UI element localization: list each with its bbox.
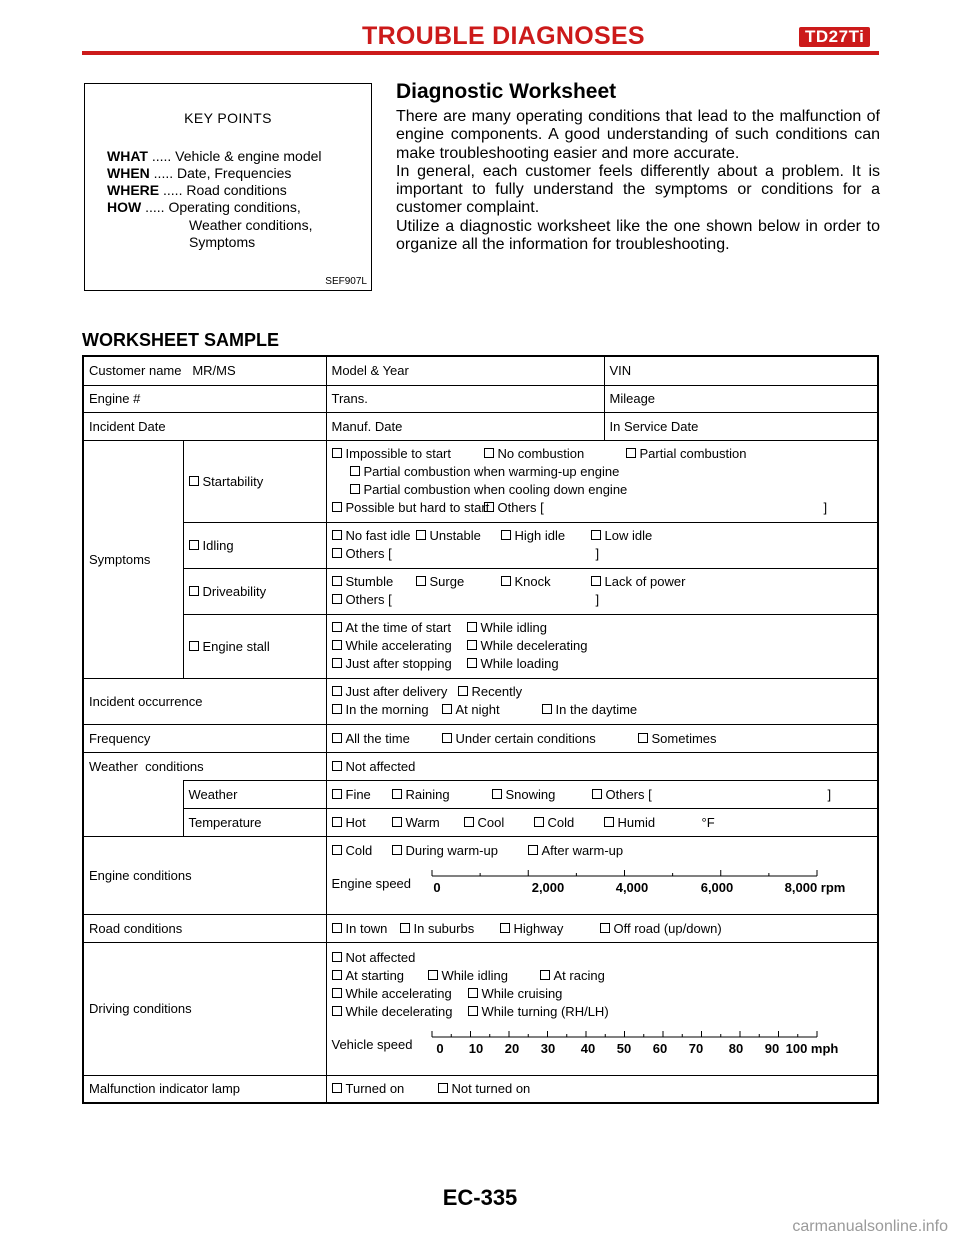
option-label: Just after stopping bbox=[345, 656, 452, 671]
ruler-tick-label: 6,000 bbox=[700, 880, 733, 895]
table-row bbox=[83, 356, 878, 385]
checkbox[interactable] bbox=[484, 448, 494, 458]
option-label: In town bbox=[345, 920, 388, 936]
checkbox[interactable] bbox=[332, 817, 342, 827]
checkbox[interactable] bbox=[332, 502, 342, 512]
frequency-options bbox=[326, 724, 878, 752]
option-label: While decelerating bbox=[345, 1003, 453, 1019]
ruler-tick-label: 30 bbox=[540, 1040, 555, 1056]
checkbox[interactable] bbox=[591, 530, 601, 540]
table-row bbox=[83, 836, 878, 914]
frequency-label: Frequency bbox=[83, 724, 326, 752]
startability-cell bbox=[183, 440, 326, 522]
checkbox[interactable] bbox=[542, 704, 552, 714]
option-label: All the time bbox=[345, 730, 410, 746]
figure-code: SEF907L bbox=[325, 276, 367, 287]
table-row bbox=[83, 780, 878, 808]
option-label: Possible but hard to start bbox=[345, 500, 490, 515]
checkbox[interactable] bbox=[332, 548, 342, 558]
road-conditions-options bbox=[326, 914, 878, 942]
option-label: In the morning bbox=[345, 702, 429, 717]
weather-conditions-label: Weather conditions bbox=[83, 752, 326, 780]
engine-conditions-label: Engine conditions bbox=[83, 836, 326, 914]
checkbox[interactable] bbox=[332, 845, 342, 855]
option-label: Others [ bbox=[497, 500, 544, 515]
key-point-when bbox=[107, 165, 291, 181]
option-label: At the time of start bbox=[345, 620, 451, 635]
option-label: Others [ bbox=[605, 786, 652, 802]
engine-stall-options bbox=[326, 614, 878, 678]
intro-paragraph: In general, each customer feels differently about a problem. It is important to fully understand the symptoms or conditions for a customer complaint. bbox=[396, 162, 880, 217]
option-label: While idling bbox=[441, 967, 508, 983]
table-row bbox=[83, 752, 878, 780]
key-point-desc: ..... Road conditions bbox=[163, 182, 287, 198]
blank-cell bbox=[83, 808, 183, 836]
checkbox[interactable] bbox=[416, 576, 426, 586]
option-label: Not turned on bbox=[451, 1081, 531, 1097]
option-label: Turned on bbox=[345, 1081, 405, 1097]
key-point-desc: ..... Operating conditions, bbox=[145, 199, 301, 215]
ruler-tick-label: 4,000 bbox=[615, 880, 648, 895]
option-label: While accelerating bbox=[345, 985, 452, 1001]
temperature-options bbox=[326, 808, 878, 836]
option-label: Off road (up/down) bbox=[613, 920, 722, 936]
driveability-options bbox=[326, 568, 878, 614]
table-row bbox=[83, 440, 878, 522]
ruler-tick-label: 60 bbox=[652, 1040, 667, 1056]
option-label: Surge bbox=[429, 574, 465, 589]
checkbox[interactable] bbox=[528, 845, 538, 855]
table-row bbox=[83, 942, 878, 1075]
checkbox[interactable] bbox=[467, 658, 477, 668]
engine-speed-label: Engine speed bbox=[331, 876, 412, 891]
header-rule bbox=[82, 51, 879, 55]
option-label: Cool bbox=[477, 814, 505, 830]
checkbox[interactable] bbox=[350, 484, 360, 494]
ruler-tick-label: 80 bbox=[728, 1040, 743, 1056]
checkbox[interactable] bbox=[332, 658, 342, 668]
checkbox[interactable] bbox=[638, 733, 648, 743]
ruler-tick-label: 40 bbox=[580, 1040, 595, 1056]
option-label: In the daytime bbox=[555, 702, 638, 717]
option-label: Lack of power bbox=[604, 574, 686, 589]
key-point-continuation: Symptoms bbox=[189, 234, 256, 250]
driveability-cell bbox=[183, 568, 326, 614]
checkbox[interactable] bbox=[540, 970, 550, 980]
option-label: Not affected bbox=[345, 949, 416, 965]
option-label: While accelerating bbox=[345, 638, 452, 653]
option-label: Fine bbox=[345, 786, 371, 802]
option-label: Warm bbox=[405, 814, 440, 830]
key-point-what bbox=[107, 148, 322, 164]
option-label: Not affected bbox=[345, 758, 416, 774]
ruler-tick-label: 70 bbox=[688, 1040, 703, 1056]
checkbox[interactable] bbox=[350, 466, 360, 476]
checkbox[interactable] bbox=[492, 789, 502, 799]
checkbox[interactable] bbox=[591, 576, 601, 586]
option-label: Driveability bbox=[202, 583, 267, 599]
option-label: Idling bbox=[202, 537, 234, 553]
checkbox[interactable] bbox=[458, 686, 468, 696]
temperature-unit: °F bbox=[701, 814, 715, 830]
option-label: Partial combustion when warming-up engine bbox=[363, 464, 620, 479]
checkbox[interactable] bbox=[392, 789, 402, 799]
ruler-tick-label: 0 bbox=[432, 880, 441, 895]
key-point-term: HOW bbox=[107, 199, 142, 215]
ruler-tick-label: 50 bbox=[616, 1040, 631, 1056]
option-label: After warm-up bbox=[541, 843, 624, 858]
option-label: Just after delivery bbox=[345, 684, 448, 699]
checkbox[interactable] bbox=[501, 576, 511, 586]
checkbox[interactable] bbox=[332, 594, 342, 604]
ruler-tick-label: 2,000 bbox=[531, 880, 564, 895]
checkbox[interactable] bbox=[442, 733, 452, 743]
option-label: At racing bbox=[553, 967, 605, 983]
option-label: At starting bbox=[345, 967, 405, 983]
option-label: Unstable bbox=[429, 528, 481, 543]
vin-cell[interactable]: VIN bbox=[604, 356, 878, 385]
table-row bbox=[83, 614, 878, 678]
engine-speed-scale bbox=[332, 860, 873, 908]
checkbox[interactable] bbox=[438, 1083, 448, 1093]
option-label: While idling bbox=[480, 620, 547, 635]
option-label: Cold bbox=[547, 814, 575, 830]
ruler-tick-label: 10 bbox=[468, 1040, 483, 1056]
checkbox[interactable] bbox=[332, 970, 342, 980]
engine-speed-ruler bbox=[332, 860, 872, 908]
option-label: During warm-up bbox=[405, 843, 498, 858]
table-row bbox=[83, 1075, 878, 1103]
intro-paragraph: There are many operating conditions that lead to the malfunction of engine components. A good understanding of such conditions can make troubleshooting easier and more accurate. bbox=[396, 108, 880, 162]
incident-occurrence-label: Incident occurrence bbox=[83, 678, 326, 724]
idling-cell bbox=[183, 522, 326, 568]
checkbox[interactable] bbox=[468, 988, 478, 998]
engine-conditions-options bbox=[326, 836, 878, 914]
incident-date-cell[interactable]: Incident Date bbox=[83, 412, 326, 440]
checkbox[interactable] bbox=[392, 845, 402, 855]
checkbox[interactable] bbox=[626, 448, 636, 458]
key-points-title: KEY POINTS bbox=[184, 110, 272, 126]
option-label: Low idle bbox=[604, 528, 653, 543]
key-point-how bbox=[107, 199, 301, 215]
checkbox[interactable] bbox=[484, 502, 494, 512]
checkbox[interactable] bbox=[332, 448, 342, 458]
option-label: Highway bbox=[513, 920, 564, 936]
weather-options bbox=[326, 780, 878, 808]
temperature-label: Temperature bbox=[183, 808, 326, 836]
watermark: carmanualsonline.info bbox=[792, 1218, 948, 1235]
checkbox[interactable] bbox=[592, 789, 602, 799]
checkbox[interactable] bbox=[332, 704, 342, 714]
option-label: Cold bbox=[345, 843, 373, 858]
customer-name-cell[interactable]: Customer name MR/MS bbox=[83, 356, 326, 385]
checkbox[interactable] bbox=[442, 704, 452, 714]
bracket-close: ] bbox=[595, 546, 600, 561]
table-row bbox=[83, 808, 878, 836]
page-code: EC-335 bbox=[442, 1185, 518, 1210]
checkbox[interactable] bbox=[400, 923, 410, 933]
mil-options bbox=[326, 1075, 878, 1103]
checkbox[interactable] bbox=[332, 988, 342, 998]
checkbox[interactable] bbox=[189, 540, 199, 550]
bracket-close: ] bbox=[823, 500, 828, 515]
incident-occurrence-options bbox=[326, 678, 878, 724]
in-service-date-cell[interactable]: In Service Date bbox=[604, 412, 878, 440]
key-point-desc: ..... Date, Frequencies bbox=[153, 165, 292, 181]
checkbox[interactable] bbox=[332, 622, 342, 632]
engine-number-cell[interactable]: Engine # bbox=[83, 385, 326, 412]
checkbox[interactable] bbox=[600, 923, 610, 933]
option-label: In suburbs bbox=[413, 920, 475, 936]
section-title: TROUBLE DIAGNOSES bbox=[362, 22, 645, 50]
startability-options bbox=[326, 440, 878, 522]
option-label: Partial combustion bbox=[639, 446, 747, 461]
checkbox[interactable] bbox=[189, 476, 199, 486]
option-label: Others [ bbox=[345, 592, 392, 607]
driving-conditions-options bbox=[326, 942, 878, 1075]
key-point-term: WHAT bbox=[107, 148, 148, 164]
worksheet-sample-heading: WORKSHEET SAMPLE bbox=[82, 330, 280, 350]
checkbox[interactable] bbox=[501, 530, 511, 540]
checkbox[interactable] bbox=[332, 1006, 342, 1016]
checkbox[interactable] bbox=[332, 733, 342, 743]
table-row bbox=[83, 914, 878, 942]
option-label: Partial combustion when cooling down engine bbox=[363, 482, 628, 497]
checkbox[interactable] bbox=[500, 923, 510, 933]
symptoms-label: Symptoms bbox=[83, 440, 183, 678]
blank-cell bbox=[83, 780, 183, 808]
intro-paragraph: Utilize a diagnostic worksheet like the one shown below in order to organize all the information for troubleshooting. bbox=[396, 217, 880, 254]
ruler-tick-label: 90 bbox=[764, 1040, 779, 1056]
checkbox[interactable] bbox=[464, 817, 474, 827]
engine-badge: TD27Ti bbox=[799, 27, 870, 47]
checkbox[interactable] bbox=[332, 1083, 342, 1093]
option-label: Startability bbox=[202, 473, 264, 489]
option-label: No fast idle bbox=[345, 528, 411, 543]
option-label: Others [ bbox=[345, 546, 392, 561]
option-label: While loading bbox=[480, 656, 559, 671]
checkbox[interactable] bbox=[604, 817, 614, 827]
mileage-cell[interactable]: Mileage bbox=[604, 385, 878, 412]
idling-options bbox=[326, 522, 878, 568]
option-label: At night bbox=[455, 702, 500, 717]
checkbox[interactable] bbox=[332, 952, 342, 962]
option-label: High idle bbox=[514, 528, 566, 543]
checkbox[interactable] bbox=[332, 576, 342, 586]
table-row bbox=[83, 724, 878, 752]
option-label: No combustion bbox=[497, 446, 585, 461]
option-label: While turning (RH/LH) bbox=[481, 1003, 609, 1019]
checkbox[interactable] bbox=[416, 530, 426, 540]
table-row bbox=[83, 568, 878, 614]
key-point-term: WHEN bbox=[107, 165, 150, 181]
checkbox[interactable] bbox=[467, 622, 477, 632]
key-point-continuation: Weather conditions, bbox=[189, 217, 313, 233]
worksheet-heading: Diagnostic Worksheet bbox=[396, 80, 617, 103]
trans-cell[interactable]: Trans. bbox=[326, 385, 604, 412]
key-point-where bbox=[107, 182, 287, 198]
road-conditions-label: Road conditions bbox=[83, 914, 326, 942]
manuf-date-cell[interactable]: Manuf. Date bbox=[326, 412, 604, 440]
option-label: Under certain conditions bbox=[455, 730, 596, 746]
table-row bbox=[83, 678, 878, 724]
option-label: Hot bbox=[345, 814, 366, 830]
model-year-cell[interactable]: Model & Year bbox=[326, 356, 604, 385]
key-points-figure bbox=[84, 83, 372, 291]
vehicle-speed-scale bbox=[332, 1021, 873, 1069]
worksheet-intro bbox=[396, 108, 880, 254]
checkbox[interactable] bbox=[534, 817, 544, 827]
checkbox[interactable] bbox=[332, 686, 342, 696]
bracket-close: ] bbox=[595, 592, 600, 607]
table-row bbox=[83, 412, 878, 440]
worksheet-table bbox=[82, 355, 879, 1104]
driving-conditions-label: Driving conditions bbox=[83, 942, 326, 1075]
option-label: While decelerating bbox=[480, 638, 588, 653]
checkbox[interactable] bbox=[332, 530, 342, 540]
weather-conditions-options bbox=[326, 752, 878, 780]
checkbox[interactable] bbox=[392, 817, 402, 827]
checkbox[interactable] bbox=[468, 1006, 478, 1016]
option-label: Humid bbox=[617, 814, 656, 830]
checkbox[interactable] bbox=[467, 640, 477, 650]
key-point-desc: ..... Vehicle & engine model bbox=[151, 148, 322, 164]
vehicle-speed-ruler bbox=[332, 1021, 872, 1069]
bracket-close: ] bbox=[827, 786, 832, 802]
ruler-tick-label: 0 bbox=[435, 1040, 444, 1056]
checkbox[interactable] bbox=[332, 789, 342, 799]
mil-label: Malfunction indicator lamp bbox=[83, 1075, 326, 1103]
checkbox[interactable] bbox=[332, 640, 342, 650]
ruler-tick-label: 100 mph bbox=[785, 1040, 838, 1056]
option-label: Stumble bbox=[345, 574, 394, 589]
checkbox[interactable] bbox=[332, 923, 342, 933]
vehicle-speed-label: Vehicle speed bbox=[331, 1036, 413, 1052]
checkbox[interactable] bbox=[189, 641, 199, 651]
checkbox[interactable] bbox=[332, 761, 342, 771]
option-label: Sometimes bbox=[651, 730, 717, 746]
option-label: Raining bbox=[405, 786, 450, 802]
option-label: Impossible to start bbox=[345, 446, 451, 461]
weather-label: Weather bbox=[183, 780, 326, 808]
key-point-term: WHERE bbox=[107, 182, 160, 198]
table-row bbox=[83, 385, 878, 412]
option-label: Engine stall bbox=[202, 638, 270, 654]
engine-stall-cell bbox=[183, 614, 326, 678]
ruler-tick-label: 20 bbox=[504, 1040, 519, 1056]
checkbox[interactable] bbox=[189, 586, 199, 596]
option-label: Recently bbox=[471, 684, 523, 699]
table-row bbox=[83, 522, 878, 568]
checkbox[interactable] bbox=[428, 970, 438, 980]
option-label: Knock bbox=[514, 574, 551, 589]
option-label: Snowing bbox=[505, 786, 556, 802]
option-label: While cruising bbox=[481, 985, 563, 1001]
ruler-tick-label: 8,000 rpm bbox=[784, 880, 845, 895]
